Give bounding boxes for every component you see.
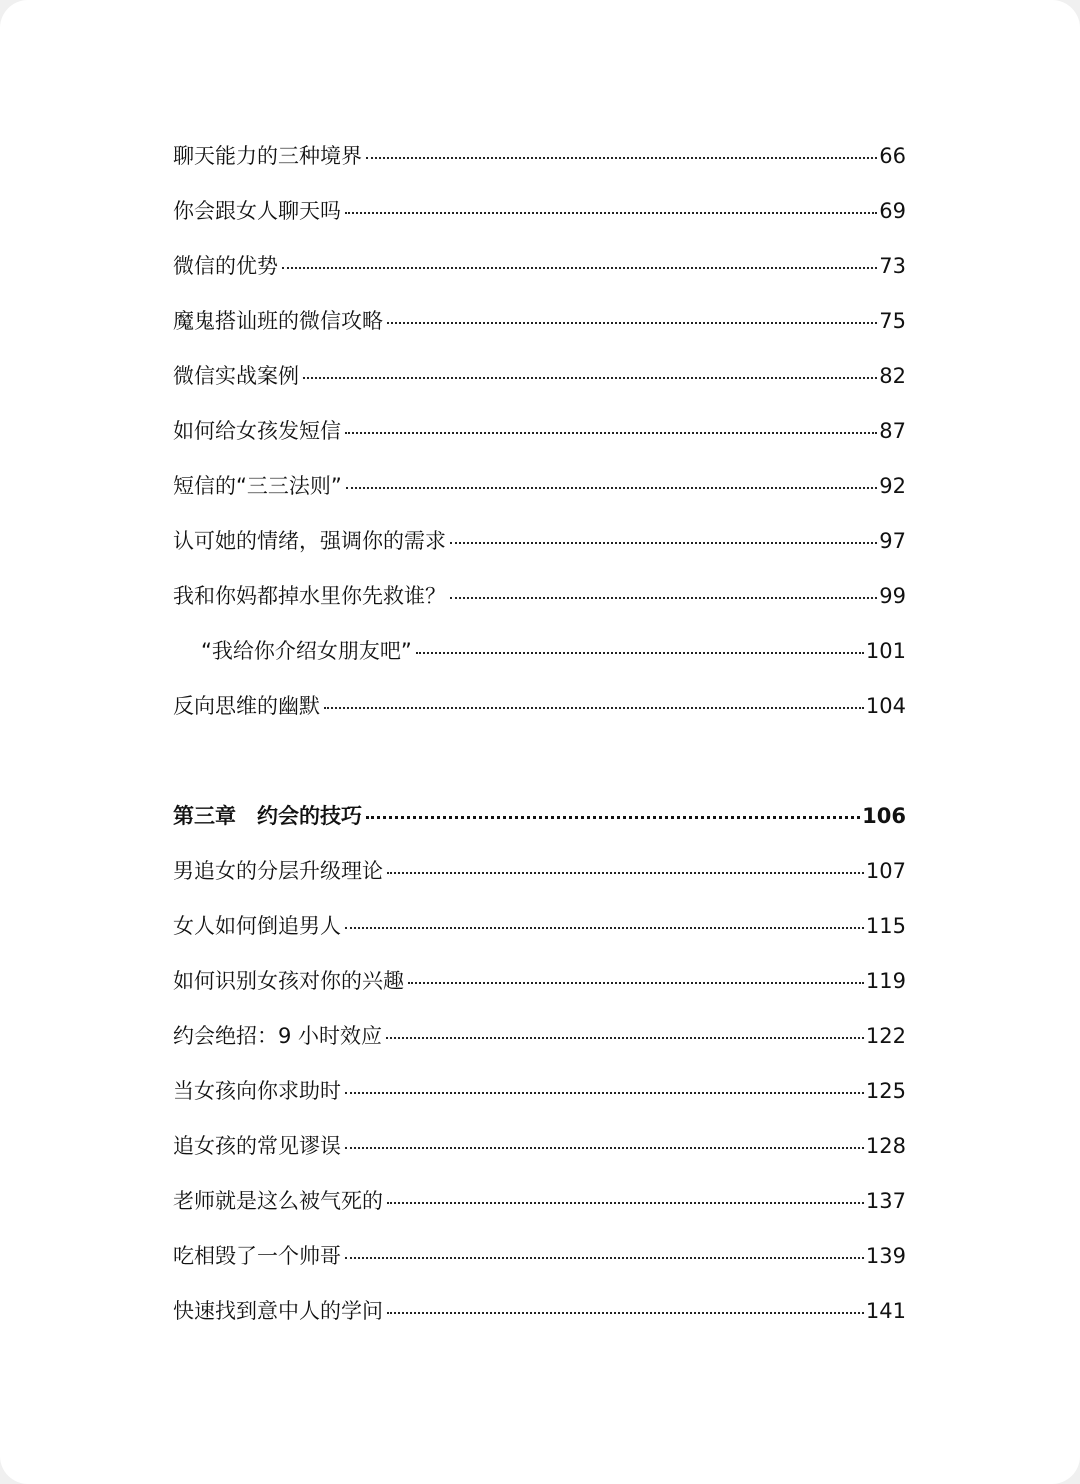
toc-entry-title: 女人如何倒追男人: [173, 914, 341, 938]
toc-entry-title: 魔鬼搭讪班的微信攻略: [173, 309, 383, 333]
toc-entry-page: 107: [865, 859, 906, 883]
toc-entry[interactable]: [173, 349, 906, 404]
dot-leader: [387, 871, 864, 874]
toc-entry[interactable]: [173, 184, 906, 239]
toc-entry-title: 约会绝招：9 小时效应: [173, 1024, 383, 1048]
toc-entry-title: 追女孩的常见谬误: [173, 1134, 341, 1158]
dot-leader: [387, 321, 877, 324]
dot-leader: [345, 1146, 864, 1149]
toc-entry-title: 微信实战案例: [173, 364, 299, 388]
toc-entry-title: 男追女的分层升级理论: [173, 859, 383, 883]
toc-entry[interactable]: [173, 569, 906, 624]
toc-entry-page: 125: [865, 1079, 906, 1103]
toc-entry-title: 你会跟女人聊天吗: [173, 199, 341, 223]
toc-entry[interactable]: [173, 1229, 906, 1284]
toc-entry[interactable]: [173, 1119, 906, 1174]
toc-entry[interactable]: [173, 624, 906, 679]
toc-entry[interactable]: [173, 514, 906, 569]
toc-entry[interactable]: [173, 1064, 906, 1119]
chapter-page: 106: [862, 804, 906, 828]
dot-leader: [345, 211, 877, 214]
dot-leader: [345, 431, 877, 434]
toc-entry[interactable]: [173, 899, 906, 954]
toc-entry-page: 141: [865, 1299, 906, 1323]
toc-entry[interactable]: [173, 1284, 906, 1339]
toc-entry-page: 73: [879, 254, 906, 278]
dot-leader: [345, 1256, 864, 1259]
toc-entry-title: 聊天能力的三种境界: [173, 144, 362, 168]
toc-entry-title: 如何给女孩发短信: [173, 419, 341, 443]
dot-leader: [386, 1036, 864, 1039]
toc-entry-page: 119: [865, 969, 906, 993]
toc-entry-title: 微信的优势: [173, 254, 278, 278]
toc-entry-page: 115: [865, 914, 906, 938]
toc-entry-title: 老师就是这么被气死的: [173, 1189, 383, 1213]
toc-entry[interactable]: [173, 1009, 906, 1064]
toc-entry-title: 快速找到意中人的学问: [173, 1299, 383, 1323]
dot-leader: [303, 376, 877, 379]
dot-leader: [408, 981, 864, 984]
toc-entry-page: 97: [879, 529, 906, 553]
toc-entry-page: 139: [865, 1244, 906, 1268]
toc-entry-page: 82: [879, 364, 906, 388]
dot-leader: [387, 1311, 864, 1314]
dot-leader: [366, 156, 877, 159]
toc-entry-page: 104: [865, 694, 906, 718]
dot-leader: [324, 706, 864, 709]
toc-entry[interactable]: [173, 679, 906, 734]
toc-entry-page: 69: [879, 199, 906, 223]
toc-entry-title: “我给你介绍女朋友吧”: [201, 639, 412, 663]
dot-leader: [345, 926, 864, 929]
toc-entry-page: 128: [865, 1134, 906, 1158]
toc-entry[interactable]: [173, 459, 906, 514]
toc-entry-page: 137: [865, 1189, 906, 1213]
toc-entry-title: 我和你妈都掉水里你先救谁？: [173, 584, 446, 608]
toc-entry-page: 92: [879, 474, 906, 498]
section-spacer: [173, 734, 906, 789]
dot-leader: [346, 486, 878, 489]
toc-entry-page: 122: [865, 1024, 906, 1048]
table-of-contents: [173, 129, 906, 1339]
toc-entry-title: 如何识别女孩对你的兴趣: [173, 969, 404, 993]
toc-entry[interactable]: [173, 954, 906, 1009]
dot-leader: [345, 1091, 864, 1094]
dot-leader: [416, 651, 864, 654]
toc-entry[interactable]: [173, 844, 906, 899]
toc-entry-page: 66: [879, 144, 906, 168]
dot-leader: [366, 815, 860, 819]
toc-entry-page: 75: [879, 309, 906, 333]
toc-entry[interactable]: [173, 239, 906, 294]
dot-leader: [450, 596, 877, 599]
toc-chapter-heading[interactable]: [173, 789, 906, 844]
toc-entry-title: 短信的“三三法则”: [173, 474, 342, 498]
toc-entry[interactable]: [173, 294, 906, 349]
toc-entry[interactable]: [173, 1174, 906, 1229]
toc-entry-page: 99: [879, 584, 906, 608]
toc-entry[interactable]: [173, 404, 906, 459]
toc-entry[interactable]: [173, 129, 906, 184]
dot-leader: [450, 541, 877, 544]
toc-entry-title: 吃相毁了一个帅哥: [173, 1244, 341, 1268]
toc-entry-page: 101: [865, 639, 906, 663]
chapter-title: 第三章 约会的技巧: [173, 804, 362, 828]
toc-entry-title: 反向思维的幽默: [173, 694, 320, 718]
dot-leader: [387, 1201, 864, 1204]
toc-entry-page: 87: [879, 419, 906, 443]
toc-entry-title: 当女孩向你求助时: [173, 1079, 341, 1103]
toc-entry-title: 认可她的情绪，强调你的需求: [173, 529, 446, 553]
dot-leader: [282, 266, 877, 269]
